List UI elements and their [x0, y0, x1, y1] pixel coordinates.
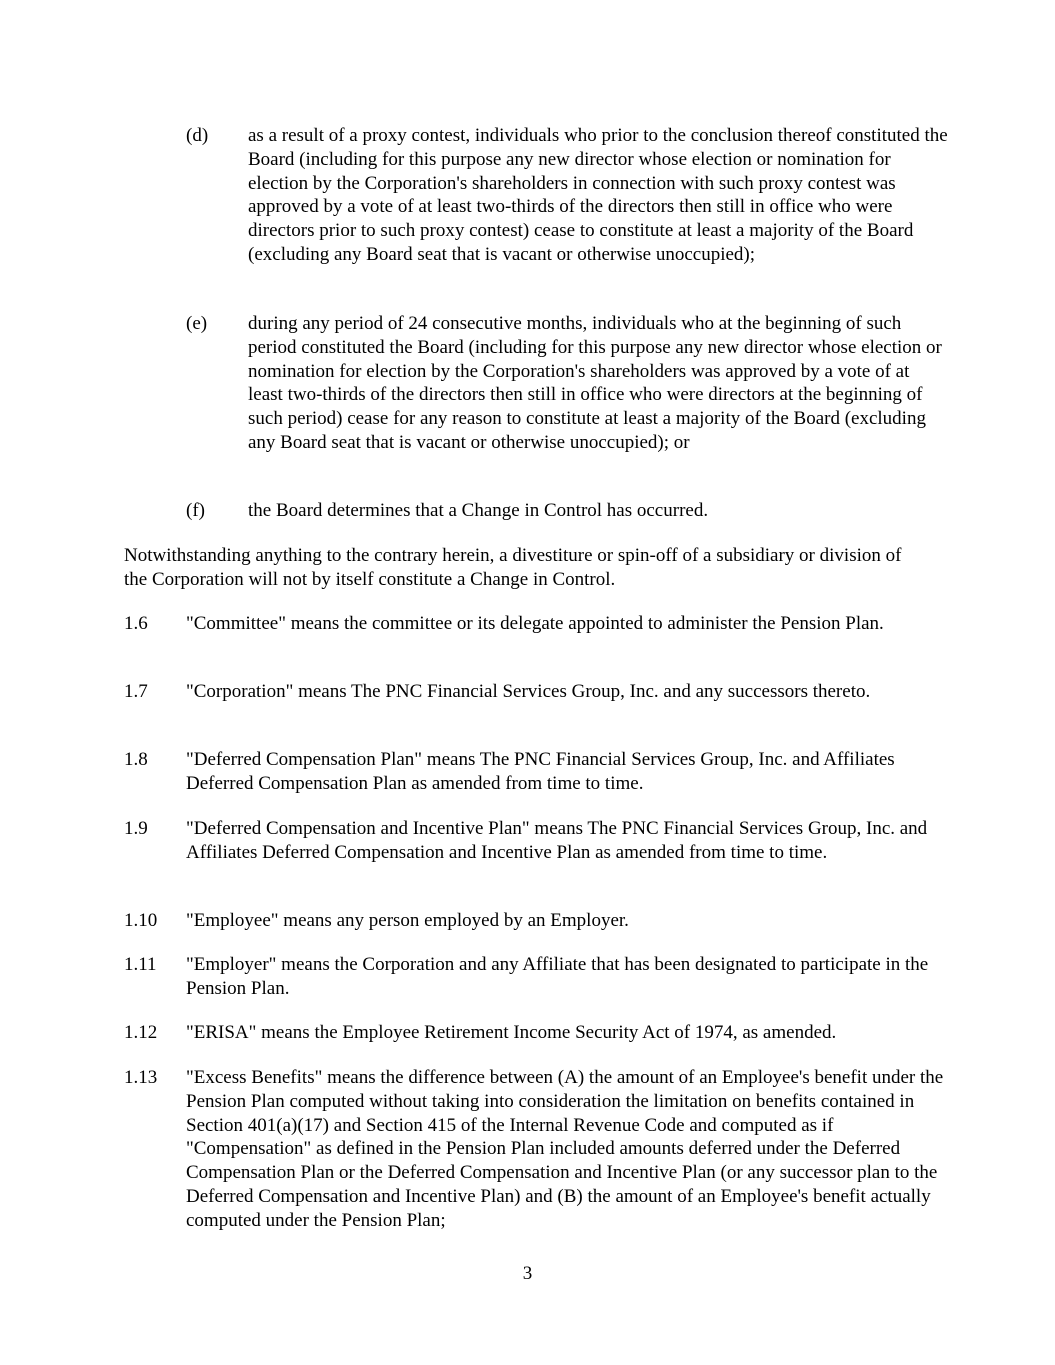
notwithstanding-paragraph: Notwithstanding anything to the contrary herein, a divestiture or spin-off of a subsidiary or division of the Corporation will not by itself constitute a Change in Control.: [124, 545, 902, 590]
section-text: "Committee" means the committee or its delegate appointed to administer the Pension Plan.: [186, 613, 884, 634]
section-number: 1.11: [124, 954, 157, 975]
section-number: 1.12: [124, 1022, 158, 1043]
clause-label: (e): [186, 313, 208, 334]
section-number: 1.6: [124, 613, 148, 634]
section-text: "Corporation" means The PNC Financial Services Group, Inc. and any successors thereto.: [186, 681, 871, 702]
section-text: "Excess Benefits" means the difference between (A) the amount of an Employee's benefit under the Pension Plan computed without taking into consideration the limitation on benefits contained in Section 401(a)(17) and Section 415 of the Internal Revenue Code and computed as if "Compensation" as defined in the Pension Plan included amounts deferred under the Deferred Compensation Plan or the Deferred Compensation and Incentive Plan (or any successor plan to the Deferred Compensation and Incentive Plan) and (B) the amount of an Employee's benefit actually computed under the Pension Plan;: [186, 1067, 944, 1231]
clause-text: during any period of 24 consecutive months, individuals who at the beginning of such period constituted the Board (including for this purpose any new director whose election or nomination for election by the Corporation's shareholders was approved by a vote of at least two-thirds of the directors then still in office who were directors at the beginning of such period) cease for any reason to constitute at least a majority of the Board (excluding any Board seat that is vacant or otherwise unoccupied); or: [248, 313, 942, 453]
clause-text: the Board determines that a Change in Control has occurred.: [248, 500, 709, 521]
clause-label: (f): [186, 500, 205, 521]
page-number: 3: [522, 1263, 533, 1284]
section-text: "Deferred Compensation Plan" means The PNC Financial Services Group, Inc. and Affiliates Deferred Compensation Plan as amended from time to time.: [186, 749, 895, 794]
clause-label: (d): [186, 125, 209, 146]
clause-text: as a result of a proxy contest, individuals who prior to the conclusion thereof constituted the Board (including for this purpose any new director whose election or nomination for election by the Corporation's shareholders in connection with such proxy contest was approved by a vote of at least two-thirds of the directors then still in office who were directors prior to such proxy contest) cease to constitute at least a majority of the Board (excluding any Board seat that is vacant or otherwise unoccupied);: [248, 125, 948, 265]
section-number: 1.9: [124, 818, 148, 839]
section-text: "Employer" means the Corporation and any Affiliate that has been designated to participate in the Pension Plan.: [186, 954, 929, 999]
section-number: 1.10: [124, 910, 158, 931]
section-text: "Employee" means any person employed by an Employer.: [186, 910, 629, 931]
section-text: "Deferred Compensation and Incentive Plan" means The PNC Financial Services Group, Inc. and Affiliates Deferred Compensation and Incentive Plan as amended from time to time.: [186, 818, 928, 863]
section-number: 1.7: [124, 681, 148, 702]
section-number: 1.8: [124, 749, 148, 770]
section-number: 1.13: [124, 1067, 158, 1088]
section-text: "ERISA" means the Employee Retirement Income Security Act of 1974, as amended.: [186, 1022, 837, 1043]
